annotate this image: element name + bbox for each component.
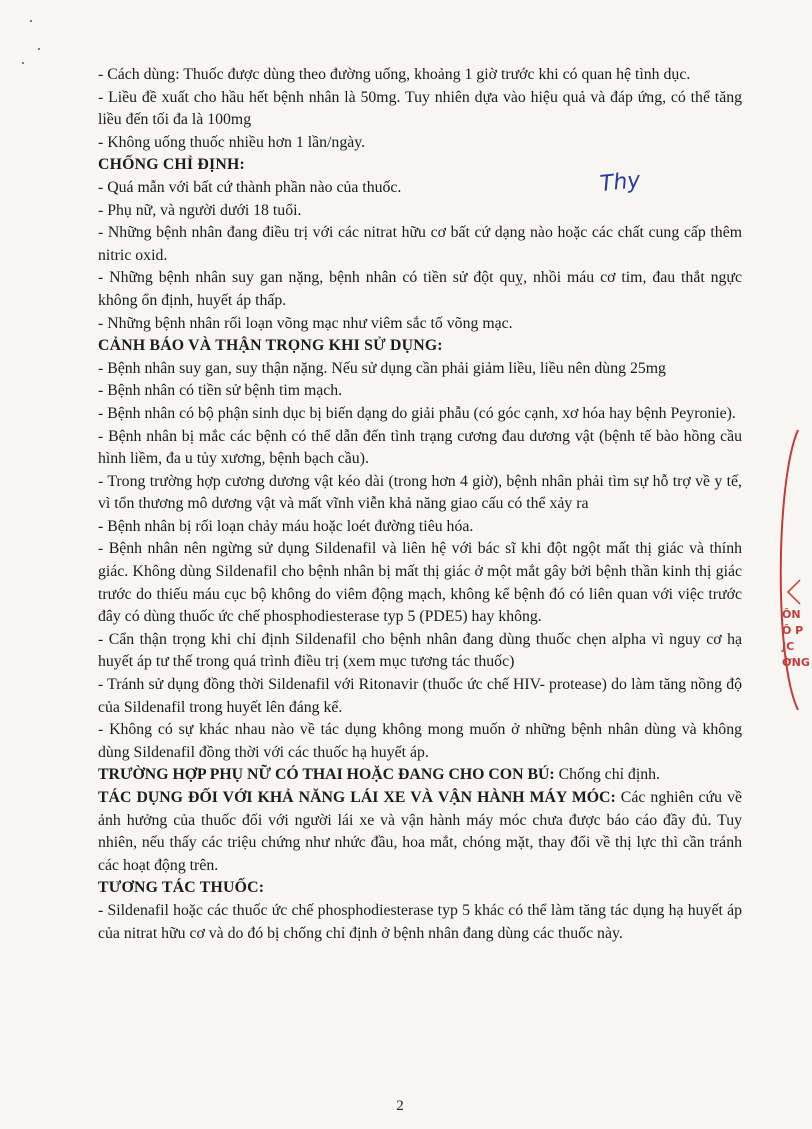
red-stamp-fragment bbox=[768, 420, 810, 720]
stamp-text-2: Ô P bbox=[782, 624, 804, 637]
bullet-paragraph: - Quá mẫn với bất cứ thành phần nào của thuốc. bbox=[98, 178, 402, 196]
scan-speck bbox=[38, 48, 40, 50]
bullet-paragraph: - Phụ nữ, và người dưới 18 tuổi. bbox=[98, 201, 302, 219]
bullet-paragraph: - Sildenafil hoặc các thuốc ức chế phosphodiesterase typ 5 khác có thể làm tăng tác dụng hạ huyết áp của nitrat hữu cơ và do đó bị chống chỉ định ở bệnh nhân đang dùng các thuốc này. bbox=[98, 901, 742, 942]
bullet-paragraph: - Trong trường hợp cương dương vật kéo dài (trong hơn 4 giờ), bệnh nhân phải tìm sự hỗ trợ về y tế, vì tổn thương mô dương vật và mất vĩnh viễn khả năng giao cấu có thể xảy ra bbox=[98, 472, 742, 513]
paragraph-text: Các nghiên cứu về ảnh hưởng của thuốc đối với người lái xe và vận hành máy móc chưa được báo cáo đầy đủ. Tuy nhiên, nếu thấy các triệu chứng như nhức đầu, hoa mắt, chóng mặt, thay đổi về thị lực thì cần tránh các hoạt động trên. bbox=[98, 789, 742, 874]
bullet-paragraph: - Bệnh nhân suy gan, suy thận nặng. Nếu sử dụng cần phải giảm liều, liều nên dùng 25mg bbox=[98, 359, 666, 377]
paragraph-text: Chống chỉ định. bbox=[554, 766, 660, 784]
stamp-ring-icon bbox=[768, 420, 802, 720]
section-heading: CẢNH BÁO VÀ THẬN TRỌNG KHI SỬ DỤNG: bbox=[98, 337, 443, 355]
inline-heading-paragraph bbox=[98, 764, 742, 787]
document-body bbox=[98, 64, 742, 945]
stamp-text-4: ỜNG bbox=[782, 656, 810, 669]
bullet-paragraph: - Bệnh nhân nên ngừng sử dụng Sildenafil và liên hệ với bác sĩ khi đột ngột mất thị giác và thính giác. Không dùng Sildenafil cho bệnh nhân bị mất thị giác ở một mắt gây bởi bệnh thần kinh thị giác trước do thiếu máu cục bộ không do viêm động mạch, không kể bệnh đó có liên quan với việc trước đây có dùng thuốc ức chế phosphodiesterase typ 5 (PDE5) hay không. bbox=[98, 540, 742, 626]
stamp-text-3: JC bbox=[782, 640, 795, 653]
section-heading: TƯƠNG TÁC THUỐC: bbox=[98, 879, 265, 897]
bullet-paragraph: - Tránh sử dụng đồng thời Sildenafil với Ritonavir (thuốc ức chế HIV- protease) do làm tăng nồng độ của Sildenafil trong huyết lên đáng kể. bbox=[98, 676, 742, 716]
bullet-paragraph: - Cách dùng: Thuốc được dùng theo đường uống, khoảng 1 giờ trước khi có quan hệ tình dục. bbox=[98, 66, 691, 83]
inline-heading-paragraph bbox=[98, 787, 742, 877]
bullet-paragraph: - Những bệnh nhân rối loạn võng mạc như viêm sắc tố võng mạc. bbox=[98, 314, 513, 332]
bullet-paragraph: - Không có sự khác nhau nào về tác dụng không mong muốn ở những bệnh nhân dùng và không dùng Sildenafil đồng thời với các thuốc hạ huyết áp. bbox=[98, 721, 742, 761]
bullet-paragraph: - Những bệnh nhân suy gan nặng, bệnh nhân có tiền sử đột quỵ, nhồi máu cơ tim, đau thắt ngực không ổn định, huyết áp thấp. bbox=[98, 269, 742, 309]
bullet-paragraph: - Bệnh nhân có tiền sử bệnh tim mạch. bbox=[98, 382, 343, 400]
stamp-text-1: ÔN bbox=[782, 608, 801, 621]
bullet-paragraph: - Bệnh nhân có bộ phận sinh dục bị biến dạng do giải phẫu (có góc cạnh, xơ hóa hay bệnh Peyronie). bbox=[98, 404, 736, 422]
bullet-paragraph: - Bệnh nhân bị rối loạn chảy máu hoặc loét đường tiêu hóa. bbox=[98, 517, 474, 535]
handwritten-signature: Thy bbox=[598, 167, 642, 198]
page-number: 2 bbox=[396, 1098, 404, 1114]
bullet-paragraph: - Không uống thuốc nhiều hơn 1 lần/ngày. bbox=[98, 133, 366, 151]
bullet-paragraph: - Những bệnh nhân đang điều trị với các nitrat hữu cơ bất cứ dạng nào hoặc các chất cung cấp thêm nitric oxid. bbox=[98, 224, 742, 264]
scan-speck bbox=[22, 62, 24, 64]
bullet-paragraph: - Bệnh nhân bị mắc các bệnh có thể dẫn đến tình trạng cương đau dương vật (bệnh tế bào hồng cầu hình liềm, đa u tủy xương, bệnh bạch cầu). bbox=[98, 427, 742, 468]
section-heading: CHỐNG CHỈ ĐỊNH: bbox=[98, 156, 245, 174]
inline-heading: TÁC DỤNG ĐỐI VỚI KHẢ NĂNG LÁI XE VÀ VẬN HÀNH MÁY MÓC: bbox=[98, 789, 616, 806]
scan-speck bbox=[30, 20, 32, 22]
inline-heading: TRƯỜNG HỢP PHỤ NỮ CÓ THAI HOẶC ĐANG CHO CON BÚ: bbox=[98, 766, 555, 784]
bullet-paragraph: - Cẩn thận trọng khi chỉ định Sildenafil cho bệnh nhân đang dùng thuốc chẹn alpha vì nguy cơ hạ huyết áp tư thế trong quá trình điều trị (xem mục tương tác thuốc) bbox=[98, 630, 742, 671]
bullet-paragraph: - Liều đề xuất cho hầu hết bệnh nhân là 50mg. Tuy nhiên dựa vào hiệu quả và đáp ứng, có thể tăng liều đến tối đa là 100mg bbox=[98, 88, 742, 129]
